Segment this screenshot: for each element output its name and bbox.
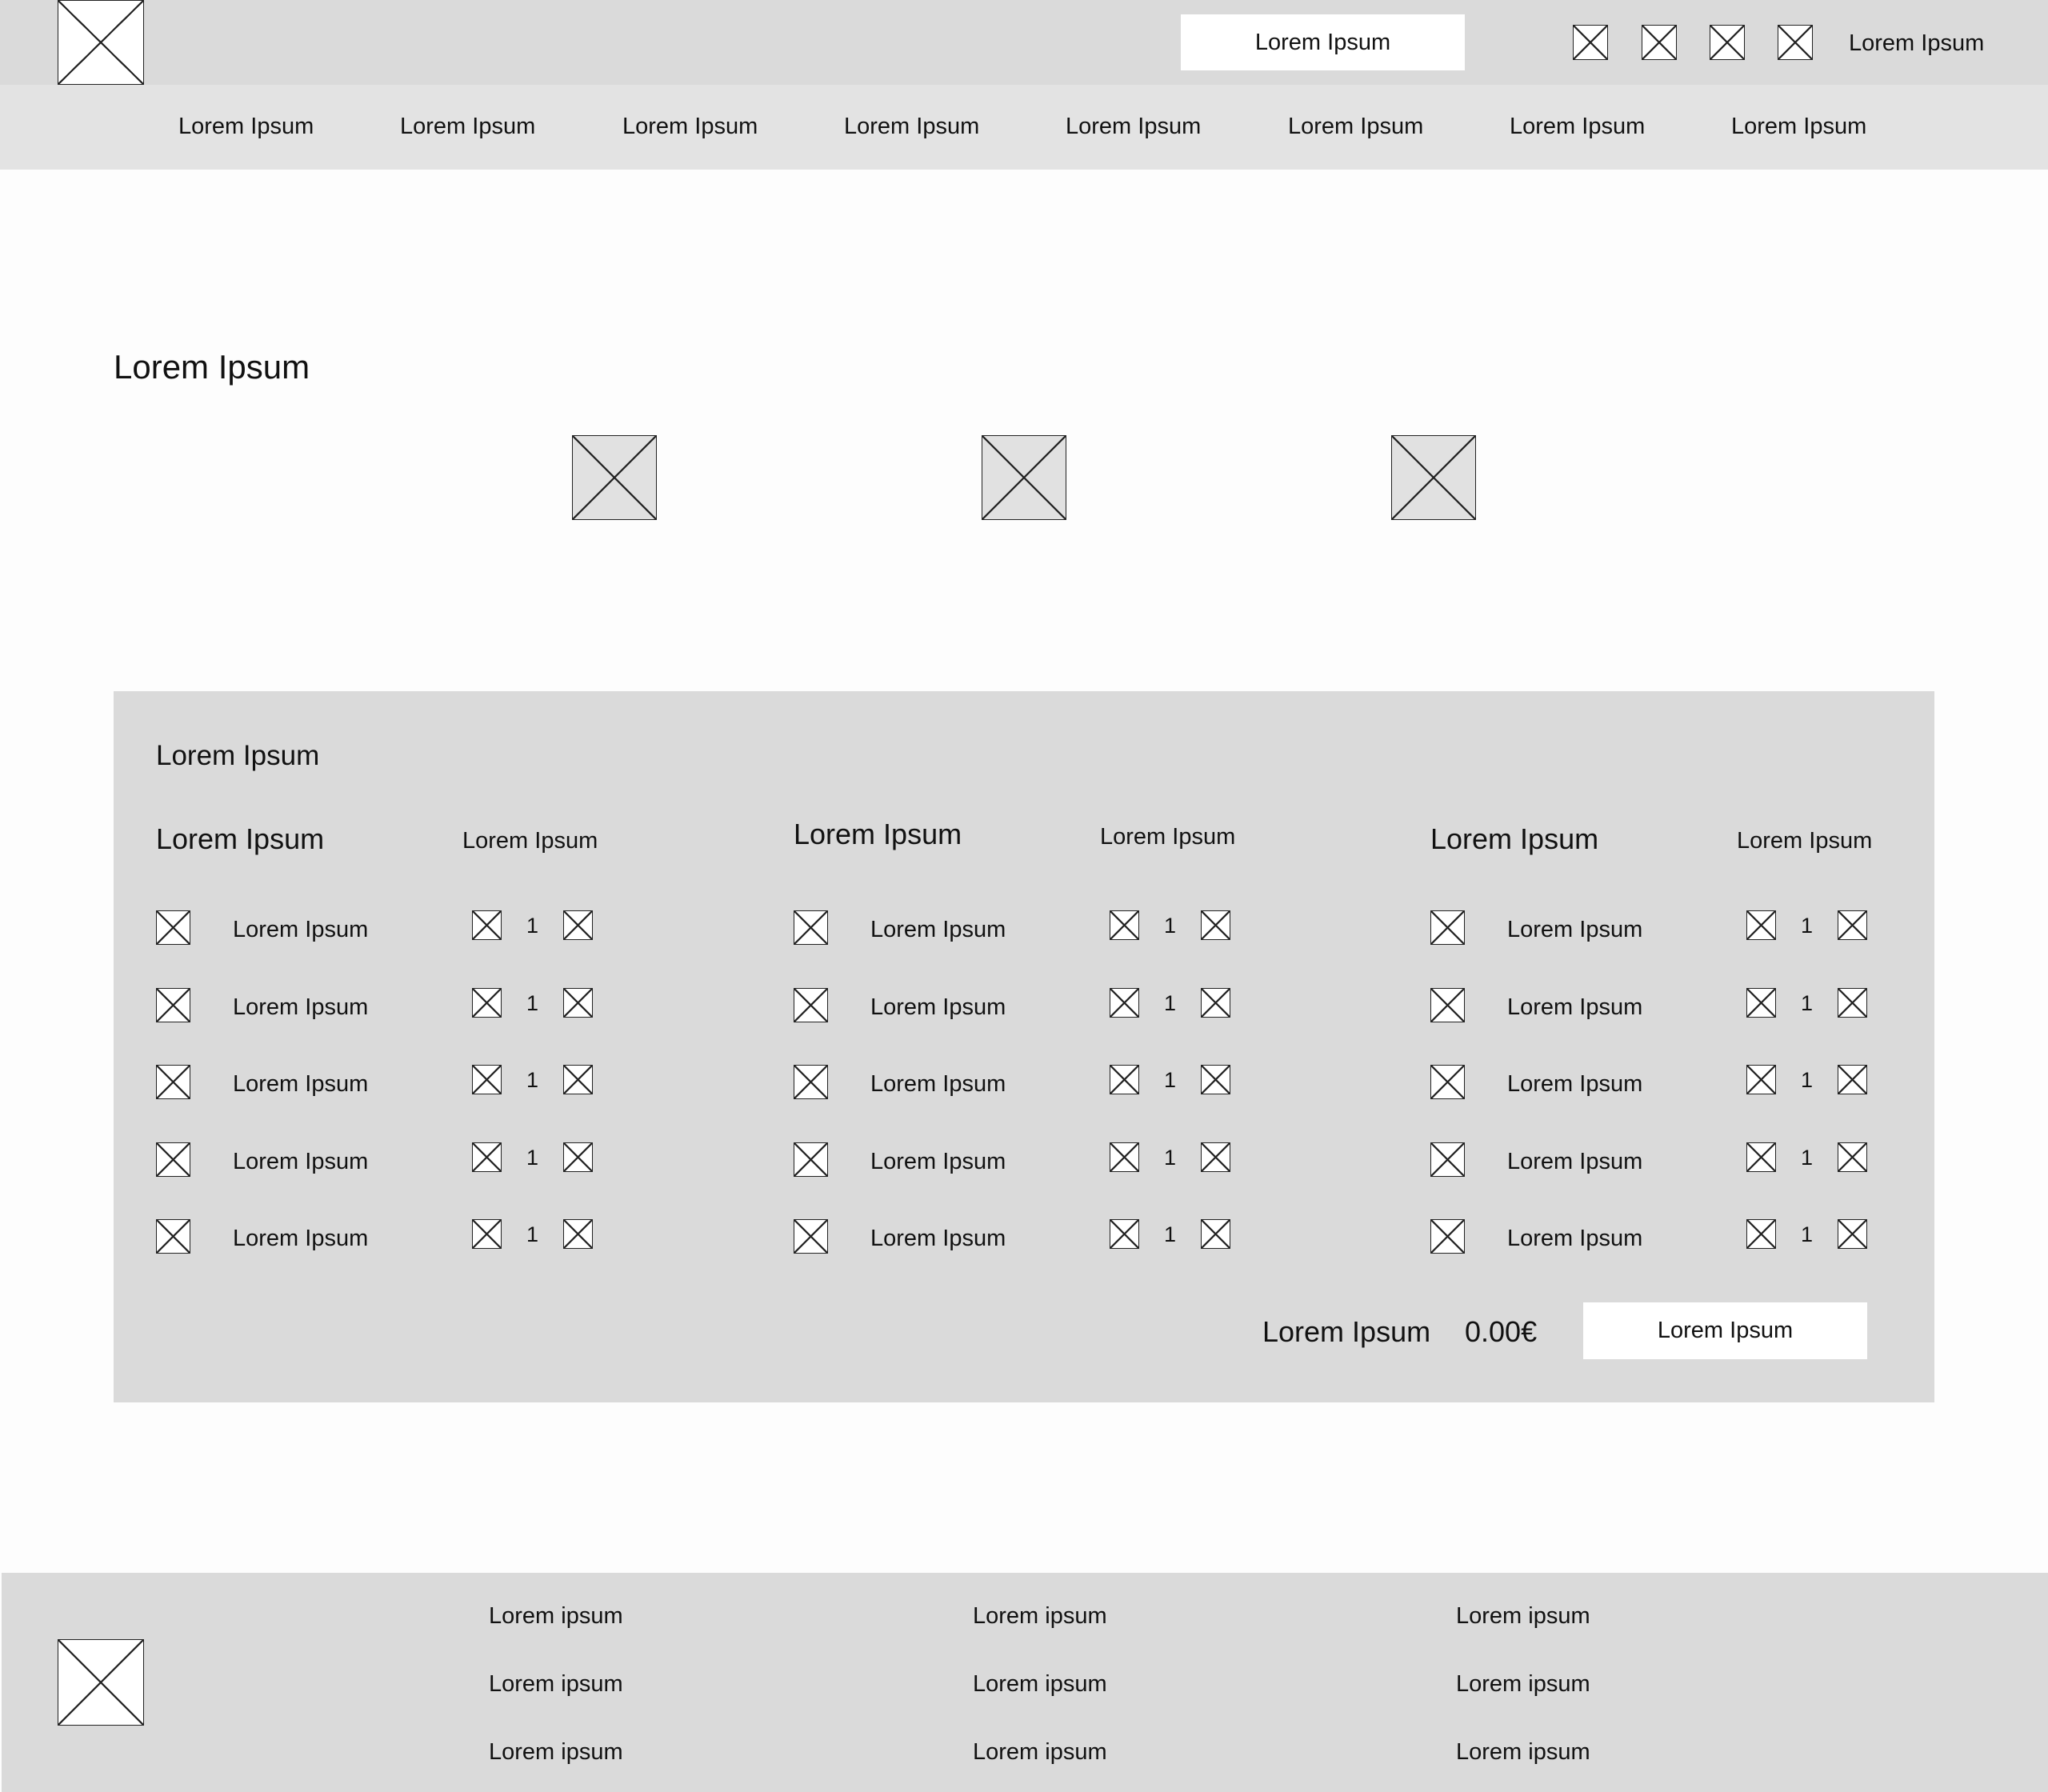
- increase-quantity-icon[interactable]: [1838, 1065, 1867, 1094]
- item-thumbnail-icon[interactable]: [156, 910, 190, 945]
- increase-quantity-icon[interactable]: [1201, 1219, 1230, 1249]
- item-label: Lorem Ipsum: [870, 1071, 1006, 1097]
- image-placeholder-icon[interactable]: [982, 435, 1066, 520]
- quantity-value: 1: [526, 1068, 539, 1092]
- nav-item-2[interactable]: Lorem Ipsum: [400, 114, 536, 139]
- decrease-quantity-icon[interactable]: [472, 910, 502, 940]
- footer-link[interactable]: Lorem ipsum: [973, 1671, 1107, 1697]
- quantity-value: 1: [526, 1146, 539, 1170]
- column-qty-heading: Lorem Ipsum: [1737, 828, 1873, 854]
- decrease-quantity-icon[interactable]: [472, 1142, 502, 1172]
- footer-link[interactable]: Lorem ipsum: [489, 1671, 623, 1697]
- top-icon-3[interactable]: [1710, 25, 1745, 60]
- increase-quantity-icon[interactable]: [1201, 988, 1230, 1018]
- nav-item-8[interactable]: Lorem Ipsum: [1731, 114, 1867, 139]
- page-title: Lorem Ipsum: [114, 348, 310, 386]
- item-label: Lorem Ipsum: [1507, 994, 1643, 1020]
- quantity-value: 1: [1164, 991, 1177, 1015]
- item-label: Lorem Ipsum: [870, 1149, 1006, 1174]
- footer-link[interactable]: Lorem ipsum: [1456, 1603, 1590, 1629]
- total-value: 0.00€: [1465, 1315, 1538, 1348]
- footer-logo-icon[interactable]: [58, 1639, 144, 1726]
- decrease-quantity-icon[interactable]: [1746, 1142, 1776, 1172]
- item-thumbnail-icon[interactable]: [794, 988, 828, 1022]
- item-label: Lorem Ipsum: [233, 994, 369, 1020]
- column-heading: Lorem Ipsum: [156, 822, 325, 855]
- increase-quantity-icon[interactable]: [563, 1065, 593, 1094]
- decrease-quantity-icon[interactable]: [472, 988, 502, 1018]
- item-thumbnail-icon[interactable]: [156, 988, 190, 1022]
- top-icon-4[interactable]: [1778, 25, 1813, 60]
- column-heading: Lorem Ipsum: [1430, 822, 1599, 855]
- nav-item-1[interactable]: Lorem Ipsum: [178, 114, 314, 139]
- quantity-value: 1: [1801, 991, 1814, 1015]
- footer-link[interactable]: Lorem ipsum: [973, 1603, 1107, 1629]
- nav-item-7[interactable]: Lorem Ipsum: [1510, 114, 1646, 139]
- image-placeholder-icon[interactable]: [1391, 435, 1476, 520]
- item-label: Lorem Ipsum: [233, 917, 369, 942]
- increase-quantity-icon[interactable]: [1201, 1065, 1230, 1094]
- decrease-quantity-icon[interactable]: [1110, 1065, 1139, 1094]
- decrease-quantity-icon[interactable]: [1110, 1219, 1139, 1249]
- item-thumbnail-icon[interactable]: [794, 1219, 828, 1254]
- item-thumbnail-icon[interactable]: [794, 910, 828, 945]
- item-thumbnail-icon[interactable]: [156, 1142, 190, 1177]
- item-label: Lorem Ipsum: [870, 1226, 1006, 1251]
- increase-quantity-icon[interactable]: [563, 988, 593, 1018]
- increase-quantity-icon[interactable]: [1201, 910, 1230, 940]
- item-label: Lorem Ipsum: [233, 1149, 369, 1174]
- item-thumbnail-icon[interactable]: [156, 1065, 190, 1099]
- quantity-value: 1: [1801, 914, 1814, 938]
- nav-item-5[interactable]: Lorem Ipsum: [1066, 114, 1202, 139]
- decrease-quantity-icon[interactable]: [1746, 1219, 1776, 1249]
- item-label: Lorem Ipsum: [233, 1226, 369, 1251]
- footer-link[interactable]: Lorem ipsum: [1456, 1671, 1590, 1697]
- increase-quantity-icon[interactable]: [563, 1142, 593, 1172]
- item-thumbnail-icon[interactable]: [794, 1142, 828, 1177]
- decrease-quantity-icon[interactable]: [472, 1219, 502, 1249]
- quantity-value: 1: [526, 991, 539, 1015]
- item-label: Lorem Ipsum: [1507, 1149, 1643, 1174]
- decrease-quantity-icon[interactable]: [1746, 988, 1776, 1018]
- item-thumbnail-icon[interactable]: [1430, 1142, 1465, 1177]
- total-label: Lorem Ipsum: [1262, 1315, 1431, 1348]
- decrease-quantity-icon[interactable]: [1746, 910, 1776, 940]
- quantity-value: 1: [1801, 1222, 1814, 1246]
- item-label: Lorem Ipsum: [1507, 1226, 1643, 1251]
- item-label: Lorem Ipsum: [870, 994, 1006, 1020]
- nav-item-4[interactable]: Lorem Ipsum: [844, 114, 980, 139]
- quantity-value: 1: [1164, 1146, 1177, 1170]
- quantity-value: 1: [1801, 1146, 1814, 1170]
- order-panel: [114, 691, 1934, 1402]
- item-thumbnail-icon[interactable]: [1430, 988, 1465, 1022]
- increase-quantity-icon[interactable]: [1201, 1142, 1230, 1172]
- item-label: Lorem Ipsum: [1507, 1071, 1643, 1097]
- quantity-value: 1: [526, 1222, 539, 1246]
- decrease-quantity-icon[interactable]: [1110, 988, 1139, 1018]
- item-thumbnail-icon[interactable]: [794, 1065, 828, 1099]
- footer-link[interactable]: Lorem ipsum: [489, 1603, 623, 1629]
- top-icon-2[interactable]: [1642, 25, 1677, 60]
- nav-item-3[interactable]: Lorem Ipsum: [622, 114, 758, 139]
- decrease-quantity-icon[interactable]: [472, 1065, 502, 1094]
- checkout-button[interactable]: Lorem Ipsum: [1583, 1302, 1867, 1359]
- account-link[interactable]: Lorem Ipsum: [1849, 30, 1985, 56]
- item-thumbnail-icon[interactable]: [1430, 1065, 1465, 1099]
- item-thumbnail-icon[interactable]: [1430, 910, 1465, 945]
- column-qty-heading: Lorem Ipsum: [462, 828, 598, 854]
- item-label: Lorem Ipsum: [1507, 917, 1643, 942]
- item-label: Lorem Ipsum: [870, 917, 1006, 942]
- decrease-quantity-icon[interactable]: [1746, 1065, 1776, 1094]
- logo-image-icon[interactable]: [58, 0, 144, 85]
- footer-link[interactable]: Lorem ipsum: [973, 1739, 1107, 1765]
- quantity-value: 1: [526, 914, 539, 938]
- item-thumbnail-icon[interactable]: [1430, 1219, 1465, 1254]
- footer-link[interactable]: Lorem ipsum: [489, 1739, 623, 1765]
- increase-quantity-icon[interactable]: [1838, 1142, 1867, 1172]
- search-button[interactable]: Lorem Ipsum: [1181, 14, 1465, 70]
- quantity-value: 1: [1164, 1068, 1177, 1092]
- nav-item-6[interactable]: Lorem Ipsum: [1288, 114, 1424, 139]
- increase-quantity-icon[interactable]: [1838, 988, 1867, 1018]
- increase-quantity-icon[interactable]: [563, 1219, 593, 1249]
- quantity-value: 1: [1164, 1222, 1177, 1246]
- increase-quantity-icon[interactable]: [1838, 910, 1867, 940]
- decrease-quantity-icon[interactable]: [1110, 1142, 1139, 1172]
- footer-link[interactable]: Lorem ipsum: [1456, 1739, 1590, 1765]
- order-panel-title: Lorem Ipsum: [156, 740, 320, 771]
- quantity-value: 1: [1801, 1068, 1814, 1092]
- item-thumbnail-icon[interactable]: [156, 1219, 190, 1254]
- item-label: Lorem Ipsum: [233, 1071, 369, 1097]
- increase-quantity-icon[interactable]: [1838, 1219, 1867, 1249]
- quantity-value: 1: [1164, 914, 1177, 938]
- column-heading: Lorem Ipsum: [794, 818, 962, 850]
- image-placeholder-icon[interactable]: [572, 435, 657, 520]
- column-qty-heading: Lorem Ipsum: [1100, 824, 1236, 850]
- top-icon-1[interactable]: [1573, 25, 1608, 60]
- decrease-quantity-icon[interactable]: [1110, 910, 1139, 940]
- increase-quantity-icon[interactable]: [563, 910, 593, 940]
